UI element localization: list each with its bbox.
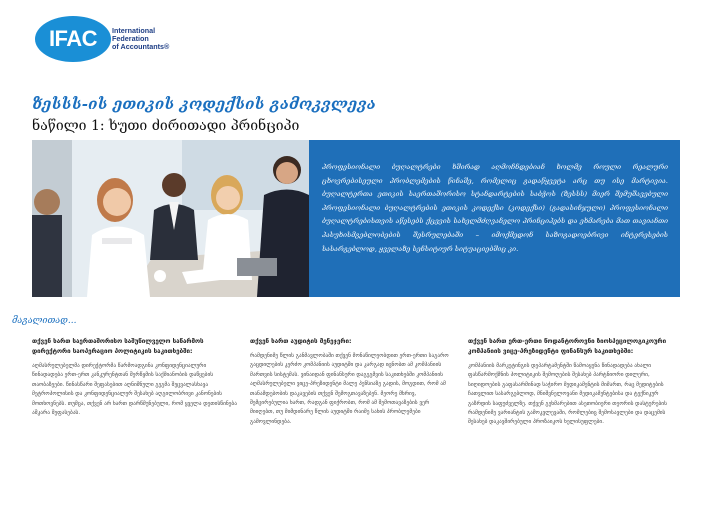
example-column-1 xyxy=(32,337,237,418)
example-heading-3: თქვენ ხართ ერთ-ერთი წოდანტოროვნი ზიოსპეცილოგიკოური კომპანიის ვიცე-პრეზიდენტი ფინანსურ საკითხებში: xyxy=(468,338,667,355)
ifac-logo xyxy=(35,16,215,68)
ifac-logo-mark: IFAC xyxy=(35,16,111,62)
example-body-1: აღმასრულებელმა დირექტორმა წარმოადგინა კონფიდენციალური წინადადება ერთ-ერთ კანკურენტთან შერწყმის საქმიანობის დაწყების თაობაზეები. წინასწარი შეფასებით აღნიშნული გეგმა შეცვალასხავა მეტროპოლისის და კონფიდენციალურ შესახებ აღგილობრივი კანონების მოთხოვნებს. თუმცა, თქვენ არ ხართ დარწმუნებული, რომ ყველა დეთისწინება აშკარა შეფასებას. xyxy=(32,363,237,417)
page-subtitle: ნაწილი 1: ხუთი ძირითადი პრინციპი xyxy=(32,118,300,134)
page-title: ზესსს-ის ეთიკის კოდექსის გამოკვლევა xyxy=(32,95,376,113)
examples-label: მაგალითად... xyxy=(12,316,77,326)
example-heading-2: თქვენ ხართ აუდიტის მენეჯერი: xyxy=(250,338,352,345)
example-body-2: რამდენიმე წლის განმავლობაში თქვენ მონაწილეობდით ერთ-ერთი საგარო გაცდილების კერძო კომპანიის აუდიტში და კარგად იცნობთ ამ კომპანიის მართვის სისტემას. ვინაიდან ფინანსური დაგეგმვის საკითხებში კომპანიის აღმასრულებელი ვიცე-პრეზიდენტი მალე პენსიაზე გადის, მოგდით, რომ ამ თანამდებობის დაკავების თქვენ შემოგთავაზებენ. მეორე მხრივ, შემცირებულია ხართ, რადგან ფიქრობთ, რომ ამ შემოთავაზების ვერ მიიღებთ, თუ მიმდინარე წლის აუდიტში რაიმე სახის პრობლემები გამოვლინდება. xyxy=(250,353,449,425)
example-column-2 xyxy=(250,337,455,427)
example-column-3 xyxy=(468,337,673,428)
business-meeting-photo xyxy=(32,140,309,297)
business-meeting-illustration xyxy=(32,140,309,297)
example-body-3: კომპანიის მარკეტინგის დეპარტამენტში წამოაყენა წინადადება ახალი ფასწარმოქმნის პოლიტიკის შემოღების შესახებ პარტნიორი დილერი, სიღიდოების გაფასარმინად საჭირო მედიკამენტის მიმართ, რაც მედიტების ჩათვლით სასარგებლოდ, მნიშვნელოვანი მედიკამენტებისა და ტექნიკურ გაზრდის საფუძველზე. თქვენ გეხმარებით ასეთობიერი თეორის დასტურების რამდენიმე ვარიანტის გამოკვლევაში, რომლებიც შემოსავლები და დაცემის შესახებ დაკავშირებული პროზაიკოს ხელისუფლები. xyxy=(468,363,667,426)
ifac-logo-text: International Federation of Accountants® xyxy=(112,26,170,52)
intro-text: პროფესიონალი ბუღალტრები ხშირად აღმოჩნდებიან ხოლმე როული რეალური ცხოვრებისეული პრობლემების წინაშე, რომელიც გადაწყვეტა არც თუ ისე მარტივია. ბუღალტერთა ეთიკის საერთაშორისო სტანდარტების საბჭოს (ზესსს) მიერ შემუშავებული პროფესიონალი ბუღალტრების ეთიკის კოდექსი (კოდექსი) (გადასინჯული) პროფესიონალი ბუღალტრებისთვის აწესებს ქცევის სახელმძღვანელო პრინციპებს და ეხმარება მათ თავიანთი პასუხისმგებლობების შესრულებაში – იმოქმედონ საზოგადოებრივი ინტერესების სასარგებლოდ, ყველაზე სენსიტიურ სიტუაციებშიც კი. xyxy=(322,163,668,253)
example-heading-1: თქვენ ხართ საერთაშორისო საშუწილველო საწარმოს დირექტორი საოპერაციო პოლიტიკის საკითხებში: xyxy=(32,338,204,355)
